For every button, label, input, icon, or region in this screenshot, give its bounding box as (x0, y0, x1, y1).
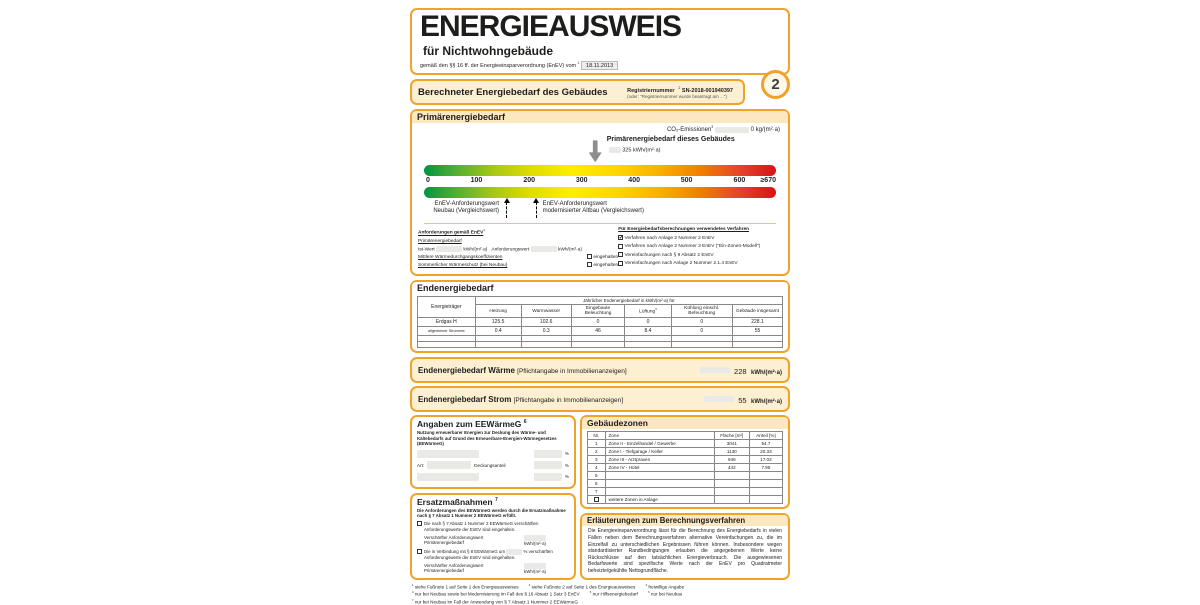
col-lueftung (625, 305, 671, 318)
footnotes (410, 583, 790, 605)
waerme-value-field[interactable] (700, 367, 730, 373)
value-cell: 0.4 (475, 327, 521, 336)
value-cell: 102.6 (521, 318, 571, 327)
empty-cell[interactable] (671, 342, 732, 348)
method-option-4 (618, 260, 782, 269)
art-field-1[interactable] (417, 450, 479, 458)
strom-value-field[interactable] (704, 396, 734, 402)
deckungsanteil-label: Deckungsanteil (474, 462, 506, 468)
zone-nr: 5 (588, 472, 606, 480)
table-row (418, 327, 783, 336)
u-value-checkbox[interactable] (587, 254, 592, 259)
ersatz-option-2-pre: Die in Verbindung mit § 8 EEWärmeG um (424, 548, 506, 554)
art-label: Art: (417, 462, 425, 468)
value-cell: 0.3 (521, 327, 571, 336)
altbau-marker-arrow-icon (536, 202, 537, 218)
neubau-marker-label (424, 201, 499, 215)
eewaermeg-row-2 (412, 461, 574, 469)
footnote-6 (648, 590, 682, 598)
value-cell: 0 (671, 327, 732, 336)
zone-area[interactable] (714, 472, 749, 480)
method-checkbox-2[interactable] (618, 244, 623, 249)
summer-protection-line (418, 262, 618, 270)
summer-protection-checkbox[interactable] (587, 262, 592, 267)
ersatz-req-2 (412, 563, 574, 574)
percent-sign: % (564, 474, 569, 480)
summer-protection-state: eingehalten (593, 263, 619, 269)
neubau-marker-arrow-icon (506, 202, 507, 218)
eewaermeg-row-1 (412, 450, 574, 458)
co2-value: 0 (750, 127, 754, 134)
enev-requirements-column (418, 226, 618, 270)
method-checkbox-4[interactable] (618, 261, 623, 266)
tick-0: 0 (426, 177, 430, 185)
zone-nr: 3 (588, 456, 606, 464)
endenergy-waerme-row (410, 357, 790, 383)
zone-nr: 6 (588, 480, 606, 488)
strom-unit: kWh/(m²·a) (751, 399, 782, 406)
neubau-marker-line1: EnEV-Anforderungswert (434, 201, 500, 208)
ersatz-req-2-unit: kWh/(m²·a) (524, 568, 546, 574)
waerme-label: Endenergiebedarf Wärme (418, 365, 515, 375)
req-heading-footnote-ref: 4 (483, 228, 485, 233)
gebaeudezonen-section (580, 415, 790, 509)
anforderung-value-field[interactable] (531, 246, 557, 252)
co2-row (412, 123, 788, 133)
more-zones-checkbox[interactable] (594, 497, 599, 502)
zone-share: 17.02 (749, 456, 782, 464)
empty-cell[interactable] (521, 342, 571, 348)
value-cell: 0 (571, 318, 625, 327)
zone-nr: 7 (588, 488, 606, 496)
lueftung-footnote-ref: 5 (655, 307, 657, 312)
table-row (588, 472, 783, 480)
zones-more-row (588, 496, 783, 504)
enev-date-field[interactable]: 18.11.2013 (581, 61, 618, 70)
value-cell: 55 (733, 327, 783, 336)
energy-certificate-page (410, 8, 790, 605)
waerme-value-group (700, 361, 782, 379)
footnote-num: 2 (528, 583, 531, 587)
col-zone: Zone (605, 432, 714, 440)
ist-anforderung-line (418, 246, 618, 254)
col-lueftung-label: Lüftung (639, 309, 656, 315)
zone-area: 442 (714, 464, 749, 472)
ersatz-req-2-value-group (524, 563, 569, 574)
waerme-unit: kWh/(m²·a) (751, 370, 782, 377)
method-option-2 (618, 243, 782, 252)
footnote-num: 6 (648, 591, 650, 595)
tick-200: 200 (523, 177, 536, 185)
end-energy-section (410, 280, 790, 353)
neubau-marker-line2: Neubau (Vergleichswert) (433, 208, 500, 215)
footnote-text: nur bei Neubau (650, 591, 683, 597)
carrier-cell: Erdgas H (418, 318, 476, 327)
col-heizung: Heizung (475, 305, 521, 318)
table-row (588, 448, 783, 456)
table-row (418, 342, 783, 348)
value-cell: 228.1 (733, 318, 783, 327)
requirement-markers (424, 198, 776, 224)
primary-energy-section (410, 109, 790, 276)
tick-670: ≥670 (760, 177, 776, 185)
value-cell: 125.5 (475, 318, 521, 327)
empty-cell (714, 496, 749, 504)
ersatz-title-text: Ersatzmaßnahmen (417, 496, 493, 507)
req-heading: Anforderungen gemäß EnEV (418, 230, 484, 236)
col-kuehlung: Kühlung einschl. Befeuchtung (671, 305, 732, 318)
req-sub-heading: Primärenergiebedarf (418, 238, 462, 244)
ist-unit: kWh/(m²·a) (463, 247, 488, 253)
footnote-text: siehe Fußnote 1 auf Seite 1 des Energieausweises (414, 584, 519, 590)
summer-protection-label: Sommerlicher Wärmeschutz (bei Neubau) (418, 263, 508, 269)
subheader-box (410, 79, 745, 105)
eewaermeg-footnote-ref: 6 (523, 419, 527, 426)
building-value-label: Primärenergiebedarf dieses Gebäudes (606, 136, 735, 144)
zone-share[interactable] (749, 488, 782, 496)
building-value-arrow-icon (589, 140, 602, 162)
empty-cell[interactable] (475, 342, 521, 348)
zone-share[interactable] (749, 480, 782, 488)
energy-scale-ticks (424, 176, 776, 187)
zone-name: Zone IV - Hotel (605, 464, 714, 472)
method-option-1 (618, 235, 782, 244)
table-row (588, 488, 783, 496)
header-box (410, 8, 790, 75)
co2-value-field[interactable] (715, 127, 749, 133)
bottom-right-column (580, 415, 790, 579)
footnote-num: 5 (589, 591, 592, 595)
carrier-cell: allgemeiner Strommix (418, 327, 476, 336)
ersatzmassnahmen-section (410, 493, 576, 580)
law-reference-text: gemäß den §§ 16 ff. der Energieeinsparverordnung (EnEV) vom (420, 62, 577, 69)
co2-unit: kg/(m²·a) (755, 127, 780, 134)
col-flaeche: Fläche [m²] (714, 432, 749, 440)
zone-share[interactable] (749, 472, 782, 480)
ersatz-option-2-post: verschärften Anforderungswerte der EnEV sind eingehalten. (424, 548, 553, 560)
ist-label: Ist-Wert (418, 247, 435, 253)
ersatz-checkbox-2[interactable] (417, 549, 422, 554)
checkmark-icon: ✓ (618, 234, 624, 241)
ersatz-option-1-label: Die nach § 7 Absatz 1 Nummer 2 EEWärmeG verschärften Anforderungswerte der EnEV sind eingehalten. (424, 521, 539, 532)
footnote-4 (412, 590, 580, 598)
tick-400: 400 (628, 177, 640, 185)
anforderung-unit: kWh/(m²·a) (557, 247, 582, 253)
energy-scale-bar-bottom (424, 187, 776, 198)
footnote-num: 3 (645, 583, 648, 587)
zones-table (587, 431, 783, 504)
value-cell: 0 (671, 318, 732, 327)
value-cell: 8.4 (625, 327, 671, 336)
endenergy-span-header: Jährlicher Endenergiebedarf in kWh/(m²·a) für (475, 297, 782, 305)
building-value-line (609, 147, 661, 153)
footnote-num: 1 (412, 583, 414, 587)
zone-nr: 1 (588, 440, 606, 448)
empty-cell[interactable] (733, 342, 783, 348)
building-value-unit: kWh/(m²·a) (632, 147, 661, 154)
footnote-text: nur bei Neubau sowie bei Modernisierung im Fall des § 16 Absatz 1 Satz 3 EnEV (414, 591, 580, 597)
zone-nr: 4 (588, 464, 606, 472)
strom-note: [Pflichtangabe in Immobilienanzeigen] (513, 396, 624, 404)
col-energietraeger: Energieträger (418, 297, 476, 318)
registry-number[interactable]: SN-2018-001940397 (681, 87, 733, 94)
share-field-1[interactable] (534, 450, 562, 458)
ersatz-footnote-ref: 7 (494, 496, 498, 503)
col-anteil: Anteil [%] (749, 432, 782, 440)
table-row (588, 480, 783, 488)
law-footnote-ref: 1 (577, 61, 580, 65)
pointer-zone (424, 133, 776, 165)
footnote-1 (412, 583, 519, 591)
eewaermeg-section (410, 415, 576, 488)
table-row (418, 318, 783, 327)
table-row (588, 440, 783, 448)
endenergy-table (417, 296, 783, 348)
footnote-7 (412, 598, 578, 605)
registry-note: (oder: "Registriernummer wurde beantragt am ...") (627, 93, 727, 99)
art-field-2[interactable] (427, 461, 471, 469)
requirements-zone (412, 224, 788, 271)
zone-share: 20.33 (749, 448, 782, 456)
ersatz-req-1 (412, 535, 574, 546)
zone-name[interactable] (605, 480, 714, 488)
registry-footnote-ref: 2 (678, 85, 681, 90)
explain-body: Die Energieeinsparverordnung lässt für die Berechnung des Energiebedarfs in vielen Fällen neben dem Berechnungsverfahren alternative Vereinfachungen zu, die im Einzelfall zu unterschiedlichen Ergebnissen führen können. Insbesondere wegen standardisierter Randbedingungen erlauben die angegebenen Werte keine Rückschlüsse auf den tatsächlichen Energieverbrauch. Die ausgewiesenen Bedarfswerte sind spezifische Werte nach der EnEV pro Quadratmeter beheizte/gekühlte Nettogrundfläche. (588, 528, 782, 575)
footnote-text: nur bei Neubau im Fall der Anwendung von § 7 Absatz 1 Nummer 2 EEWärmeG (414, 599, 578, 605)
zone-name: Zone III - Arztpraxen (605, 456, 714, 464)
waerme-label-group (418, 366, 627, 375)
ersatz-req-1-label: Verschärfter Anforderungswert Primärenergiebedarf (424, 535, 484, 546)
ersatz-option-1 (412, 521, 574, 532)
ersatz-req-1-unit: kWh/(m²·a) (524, 540, 546, 546)
footnote-3 (646, 583, 685, 591)
u-value-label: Mittlere Wärmedurchgangskoeffizienten (418, 255, 503, 261)
percent-sign: % (564, 451, 569, 457)
co2-label: CO₂-Emissionen (666, 127, 712, 134)
tick-600: 600 (733, 177, 746, 185)
zone-area: 946 (714, 456, 749, 464)
waerme-value: 228 (734, 367, 747, 377)
ersatz-option-2 (412, 549, 574, 560)
ersatz-req-2-label: Verschärfter Anforderungswert Primärenergiebedarf (424, 563, 484, 574)
ersatz-intro: Die Anforderungen des EEWärmeG werden durch die Ersatzmaßnahme nach § 7 Absatz 1 Nummer 2 EEWärmeG erfüllt. (417, 507, 566, 518)
strom-label: Endenergiebedarf Strom (418, 394, 512, 404)
percent-sign: % (564, 462, 569, 468)
method-checkbox-3[interactable] (618, 252, 623, 257)
percent-sign: % (523, 548, 528, 554)
footnote-text: freiwillige Angabe (648, 584, 685, 590)
zone-share: 7.95 (749, 464, 782, 472)
strom-label-group (418, 395, 623, 404)
zone-area[interactable] (714, 480, 749, 488)
footnote-num: 7 (412, 598, 414, 602)
ersatz-title (412, 495, 574, 508)
primary-section-title: Primärenergiebedarf (412, 111, 788, 123)
zone-area: 3041 (714, 440, 749, 448)
page-subtitle: für Nichtwohngebäude (423, 44, 553, 58)
method-label-3: Vereinfachungen nach § 9 Absatz 2 EnEV (624, 252, 714, 258)
zones-title: Gebäudezonen (582, 417, 788, 429)
building-value: 325 (622, 147, 632, 154)
tick-300: 300 (575, 177, 588, 185)
u-value-line (418, 254, 618, 262)
value-cell: 0 (625, 318, 671, 327)
method-checkbox-1[interactable] (618, 235, 623, 240)
u-value-state: eingehalten (593, 255, 619, 261)
col-gesamt: Gebäude insgesamt (733, 305, 783, 318)
method-heading: Für Energiebedarfsberechnungen verwendetes Verfahren (618, 227, 750, 233)
col-beleuchtung: Eingebaute Beleuchtung (571, 305, 625, 318)
art-field-3[interactable] (417, 473, 479, 481)
calculation-method-column (618, 226, 782, 270)
altbau-marker-label (543, 201, 644, 215)
eewaermeg-row-3 (412, 473, 574, 481)
value-cell: 46 (571, 327, 625, 336)
footnote-num: 4 (412, 591, 414, 595)
erlaeuterungen-section (580, 513, 790, 579)
eewaermeg-title-text: Angaben zum EEWärmeG (417, 419, 522, 430)
altbau-marker-line2: modernisierter Altbau (Vergleichswert) (542, 208, 644, 215)
share-field-2[interactable] (534, 461, 562, 469)
subheader-title: Berechneter Energiebedarf des Gebäudes (418, 86, 608, 98)
footnote-text: siehe Fußnote 2 auf Seite 1 des Energieausweises (531, 584, 636, 590)
ersatz-req-1-value-group (524, 535, 569, 546)
footnote-text: nur Hilfsenergiebedarf (592, 591, 638, 597)
empty-cell[interactable] (625, 342, 671, 348)
energy-scale-bar-top (424, 165, 776, 176)
zone-area[interactable] (714, 488, 749, 496)
endenergy-section-title: Endenergiebedarf (412, 282, 788, 294)
ist-value-field[interactable] (436, 246, 462, 252)
more-zones-checkbox-cell (588, 496, 606, 504)
method-label-1: Verfahren nach Anlage 2 Nummer 2 EnEV (624, 235, 715, 241)
strom-value: 55 (738, 396, 747, 406)
registry-block (627, 86, 737, 99)
method-label-4: Vereinfachungen nach Anlage 2 Nummer 2.1.4 EnEV (624, 261, 738, 267)
waerme-note: [Pflichtangabe in Immobilienanzeigen] (517, 367, 627, 375)
bottom-grid (410, 415, 790, 579)
registry-label: Registriernummer (627, 87, 675, 94)
footnote-2 (529, 583, 636, 591)
strom-value-group (704, 390, 782, 408)
building-value-field[interactable] (609, 147, 621, 153)
page-title: ENERGIEAUSWEIS (420, 10, 682, 43)
table-row (588, 464, 783, 472)
table-row (588, 456, 783, 464)
altbau-marker-line1: EnEV-Anforderungswert (542, 201, 607, 208)
eewaermeg-intro: Nutzung erneuerbarer Energien zur Deckung des Wärme- und Kältebedarfs auf Grund des Erneuerbare-Energien-Wärmegesetzes (EEWärmeG) (417, 430, 557, 446)
zone-nr: 2 (588, 448, 606, 456)
tick-100: 100 (470, 177, 483, 185)
empty-cell[interactable] (418, 342, 476, 348)
zone-share: 54.7 (749, 440, 782, 448)
empty-cell[interactable] (571, 342, 625, 348)
method-option-3 (618, 252, 782, 261)
endenergy-strom-row (410, 386, 790, 412)
law-reference-line (420, 61, 780, 70)
zones-header-row (588, 432, 783, 440)
zone-name: Zone I - Tiefgarage / Keller (605, 448, 714, 456)
more-zones-label: weitere Zonen in Anlage (605, 496, 714, 504)
bottom-left-column (410, 415, 576, 579)
page-number-badge: 2 (761, 70, 790, 99)
tick-500: 500 (680, 177, 693, 185)
anforderung-label: Anforderungswert (491, 247, 530, 253)
zone-area: 1130 (714, 448, 749, 456)
co2-footnote-ref: 3 (711, 125, 714, 130)
ersatz-checkbox-1[interactable] (417, 521, 422, 526)
ersatz-option-2-label (424, 549, 569, 560)
col-nr: Nr. (588, 432, 606, 440)
eewaermeg-title (412, 417, 574, 430)
explain-title: Erläuterungen zum Berechnungsverfahren (582, 515, 788, 526)
zone-name[interactable] (605, 472, 714, 480)
zone-name[interactable] (605, 488, 714, 496)
footnote-5 (590, 590, 638, 598)
method-label-2: Verfahren nach Anlage 2 Nummer 3 EnEV ("Ein-Zonen-Modell") (624, 244, 761, 250)
empty-cell (749, 496, 782, 504)
col-warmwasser: Warmwasser (521, 305, 571, 318)
share-field-3[interactable] (534, 473, 562, 481)
zone-name: Zone II - Einzelhandel / Gewerbe (605, 440, 714, 448)
